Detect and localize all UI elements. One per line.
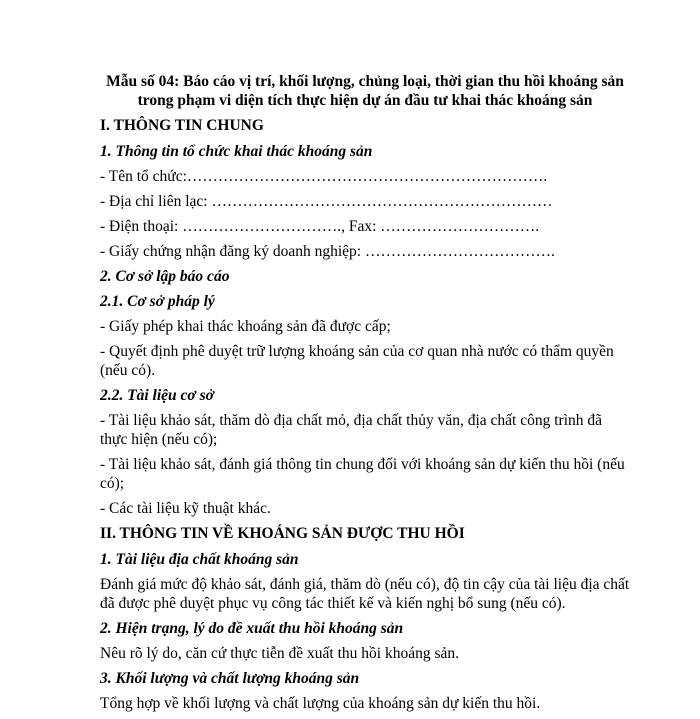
field-contact-address: - Địa chỉ liên lạc: ………………………………………………………… (100, 193, 553, 210)
section-heading-general-info: I. THÔNG TIN CHUNG (100, 117, 264, 134)
paragraph: Nêu rõ lý do, căn cứ thực tiễn đề xuất thu hồi khoáng sản. (100, 645, 460, 662)
field-phone-fax: - Điện thoại: …………………………., Fax: …………………………. (100, 218, 540, 235)
list-item: - Quyết định phê duyệt trữ lượng khoáng sản của cơ quan nhà nước có thẩm quyền (nếu có). (100, 343, 614, 379)
subsection-heading-geology-docs: 1. Tài liệu địa chất khoáng sản (100, 551, 299, 568)
list-item: - Giấy phép khai thác khoáng sản đã được cấp; (100, 318, 391, 335)
subsection-heading-report-basis: 2. Cơ sở lập báo cáo (100, 268, 230, 285)
field-business-registration: - Giấy chứng nhận đăng ký doanh nghiệp: ………………………………. (100, 243, 555, 260)
paragraph: Đánh giá mức độ khảo sát, đánh giá, thăm dò (nếu có), độ tin cậy của tài liệu địa chất đã được phê duyệt phục vụ công tác thiết kế và kiến nghị bổ sung (nếu có). (100, 576, 630, 612)
list-item: - Các tài liệu kỹ thuật khác. (100, 500, 271, 517)
subsection-heading-volume-quality: 3. Khối lượng và chất lượng khoáng sản (100, 670, 360, 687)
section-heading-mineral-info: II. THÔNG TIN VỀ KHOÁNG SẢN ĐƯỢC THU HỒI (100, 525, 465, 542)
document-title: Mẫu số 04: Báo cáo vị trí, khối lượng, chủng loại, thời gian thu hồi khoáng sản trong phạm vi diện tích thực hiện dự án đầu tư khai thác khoáng sản (106, 73, 624, 109)
paragraph: Tổng hợp về khối lượng và chất lượng của khoáng sản dự kiến thu hồi. (100, 695, 541, 712)
subsection-heading-org-info: 1. Thông tin tổ chức khai thác khoáng sản (100, 143, 373, 160)
field-org-name: - Tên tổ chức:……………………………………………………………. (100, 168, 548, 185)
list-item: - Tài liệu khảo sát, đánh giá thông tin chung đối với khoáng sản dự kiến thu hồi (nếu có); (100, 456, 625, 492)
subsection-heading-current-status: 2. Hiện trạng, lý do đề xuất thu hồi khoáng sản (100, 620, 404, 637)
document-page (100, 72, 630, 719)
subsection-heading-base-documents: 2.2. Tài liệu cơ sở (100, 387, 214, 404)
list-item: - Tài liệu khảo sát, thăm dò địa chất mỏ, địa chất thủy văn, địa chất công trình đã thực hiện (nếu có); (100, 412, 603, 448)
subsection-heading-legal-basis: 2.1. Cơ sở pháp lý (100, 293, 215, 310)
